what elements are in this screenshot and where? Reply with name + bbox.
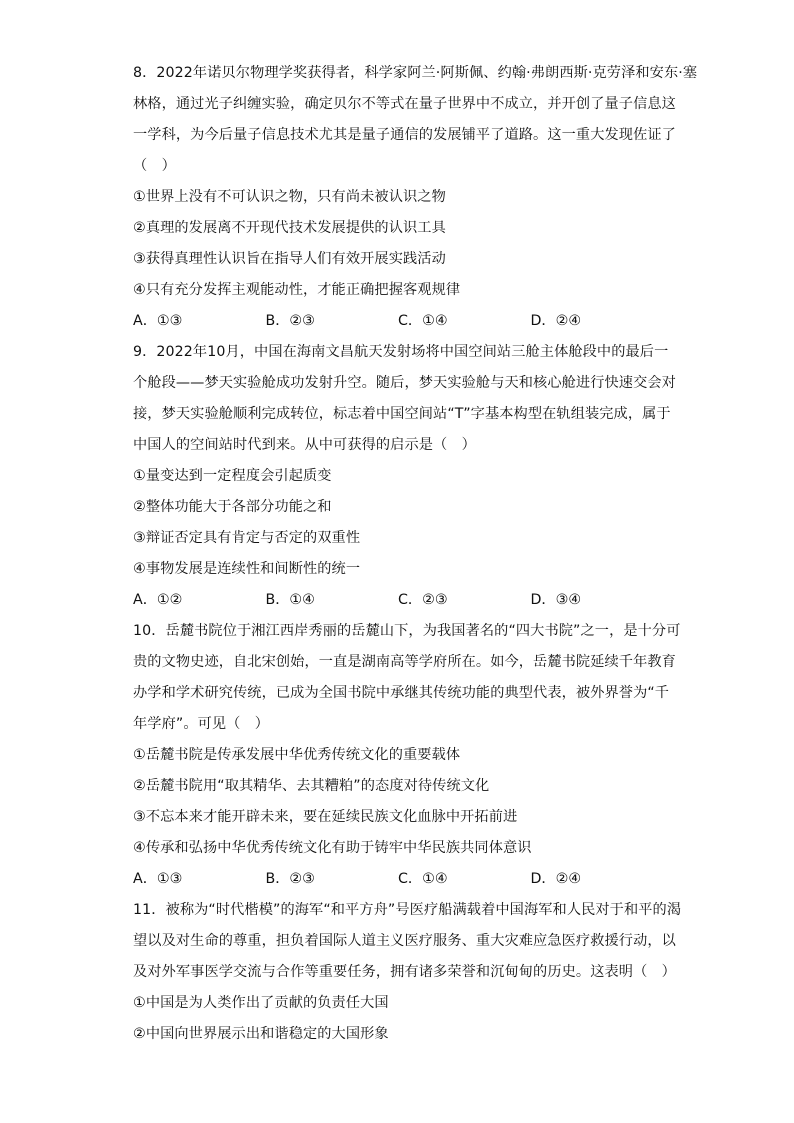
question-text-line: （ ）	[133, 158, 176, 174]
question-text-line: 中国人的空间站时代到来。从中可获得的启示是（ ）	[133, 437, 476, 453]
statement: ②整体功能大于各部分功能之和	[133, 499, 332, 515]
question-10	[133, 616, 681, 895]
question-text-line: 10．岳麓书院位于湘江西岸秀丽的岳麓山下，为我国著名的“四大书院”之一，是十分可	[133, 623, 681, 639]
statement: ④传承和弘扬中华优秀传统文化有助于铸牢中华民族共同体意识	[133, 840, 532, 856]
exam-page	[133, 58, 698, 1050]
question-text-line: 望以及对生命的尊重，担负着国际人道主义医疗服务、重大灾难应急医疗救援行动，以	[133, 933, 676, 949]
statement: ③辩证否定具有肯定与否定的双重性	[133, 530, 361, 546]
question-text-line: 年学府”。可见（ ）	[133, 716, 270, 732]
question-text-line: 9．2022年10月，中国在海南文昌航天发射场将中国空间站三舱主体舱段中的最后一	[133, 344, 669, 360]
statement: ①世界上没有不可认识之物，只有尚未被认识之物	[133, 189, 446, 205]
option-d: D．②④	[530, 313, 582, 329]
option-d: D．②④	[530, 871, 582, 887]
option-a: A．①③	[133, 871, 183, 887]
option-c: C．①④	[398, 313, 448, 329]
question-8	[133, 58, 698, 337]
statement: ②中国向世界展示出和谐稳定的大国形象	[133, 1026, 389, 1042]
statement: ④事物发展是连续性和间断性的统一	[133, 561, 361, 577]
answer-options	[133, 864, 663, 895]
statement: ②真理的发展离不开现代技术发展提供的认识工具	[133, 220, 446, 236]
question-text-line: 贵的文物史迹，自北宋创始，一直是湖南高等学府所在。如今，岳麓书院延续千年教育	[133, 654, 676, 670]
option-c: C．①④	[398, 871, 448, 887]
question-text-line: 11．被称为“时代楷模”的海军“和平方舟”号医疗船满载着中国海军和人民对于和平的渴	[133, 902, 682, 918]
statement: ③获得真理性认识旨在指导人们有效开展实践活动	[133, 251, 446, 267]
statement: ①量变达到一定程度会引起质变	[133, 468, 332, 484]
option-b: B．①④	[265, 592, 315, 608]
statement: ③不忘本来才能开辟未来，要在延续民族文化血脉中开拓前进	[133, 809, 518, 825]
statement: ①岳麓书院是传承发展中华优秀传统文化的重要载体	[133, 747, 461, 763]
statement: ②岳麓书院用“取其精华、去其糟粕”的态度对待传统文化	[133, 778, 490, 794]
option-a: A．①②	[133, 592, 183, 608]
question-text-line: 8．2022年诺贝尔物理学奖获得者，科学家阿兰·阿斯佩、约翰·弗朗西斯·克劳泽和安东·塞	[133, 65, 698, 81]
question-text-line: 一学科，为今后量子信息技术尤其是量子通信的发展铺平了道路。这一重大发现佐证了	[133, 127, 676, 143]
option-a: A．①③	[133, 313, 183, 329]
question-text-line: 办学和学术研究传统，已成为全国书院中承继其传统功能的典型代表，被外界誉为“千	[133, 685, 670, 701]
question-text-line: 个舱段——梦天实验舱成功发射升空。随后，梦天实验舱与天和核心舱进行快速交会对	[133, 375, 676, 391]
question-text-line: 及对外军事医学交流与合作等重要任务，拥有诸多荣誉和沉甸甸的历史。这表明（ ）	[133, 964, 676, 980]
question-9	[133, 337, 676, 616]
option-c: C．②③	[398, 592, 448, 608]
question-text-line: 接，梦天实验舱顺利完成转位，标志着中国空间站“T”字基本构型在轨组装完成，属于	[133, 406, 671, 422]
answer-options	[133, 585, 663, 616]
statement: ①中国是为人类作出了贡献的负责任大国	[133, 995, 389, 1011]
answer-options	[133, 306, 663, 337]
option-b: B．②③	[265, 871, 315, 887]
option-b: B．②③	[265, 313, 315, 329]
option-d: D．③④	[530, 592, 582, 608]
question-text-line: 林格，通过光子纠缠实验，确定贝尔不等式在量子世界中不成立，并开创了量子信息这	[133, 96, 676, 112]
statement: ④只有充分发挥主观能动性，才能正确把握客观规律	[133, 282, 461, 298]
question-11	[133, 895, 682, 1050]
